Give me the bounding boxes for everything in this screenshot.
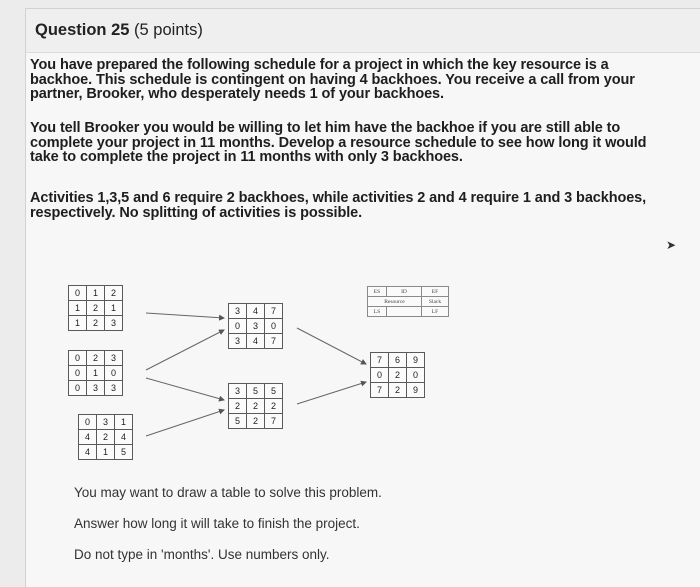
node-cell: 7 [371,353,389,368]
instruction-2: Answer how long it will take to finish the project. [74,516,360,531]
node-cell: 7 [265,414,283,429]
legend-slack: Slack [422,297,449,307]
node-cell: 3 [105,381,123,396]
node-cell: 0 [79,415,97,430]
node-cell: 0 [265,319,283,334]
instruction-1: You may want to draw a table to solve this problem. [74,485,382,500]
instruction-3: Do not type in 'months'. Use numbers only. [74,547,330,562]
problem-paragraph-3: Activities 1,3,5 and 6 require 2 backhoes, while activities 2 and 4 require 1 and 3 backhoes, respectively. No splitting of activities is possible. [30,190,647,221]
activity-node-1 [68,285,123,331]
node-cell: 3 [97,415,115,430]
node-cell: 2 [247,414,265,429]
node-cell: 3 [229,334,247,349]
node-cell: 0 [407,368,425,383]
node-cell: 1 [87,286,105,301]
node-cell: 3 [105,316,123,331]
node-cell: 2 [87,301,105,316]
node-cell: 2 [105,286,123,301]
node-legend [367,286,449,317]
node-cell: 6 [389,353,407,368]
node-cell: 7 [371,383,389,398]
node-cell: 2 [87,351,105,366]
legend-es: ES [368,287,387,297]
node-cell: 7 [265,334,283,349]
node-cell: 4 [247,334,265,349]
activity-node-2 [68,350,123,396]
problem-paragraph-1: You have prepared the following schedule for a project in which the key resource is a backhoe. This schedule is contingent on having 4 backhoes. You receive a call from your partner, Brooker, who desperately needs 1 of your backhoes. [30,57,635,102]
node-cell: 4 [115,430,133,445]
node-cell: 3 [247,319,265,334]
legend-resource: Resource [368,297,422,307]
node-cell: 0 [69,351,87,366]
node-cell: 3 [87,381,105,396]
node-cell: 0 [371,368,389,383]
node-cell: 5 [115,445,133,460]
node-cell: 2 [389,368,407,383]
node-cell: 9 [407,353,425,368]
node-cell: 1 [69,316,87,331]
node-cell: 0 [105,366,123,381]
node-cell: 0 [69,366,87,381]
node-cell: 0 [69,381,87,396]
node-cell: 5 [229,414,247,429]
node-cell: 3 [105,351,123,366]
node-cell: 9 [407,383,425,398]
mouse-cursor-icon: ➤ [666,238,677,252]
node-cell: 2 [389,383,407,398]
node-cell: 0 [69,286,87,301]
node-cell: 2 [247,399,265,414]
node-cell: 2 [97,430,115,445]
node-cell: 5 [247,384,265,399]
node-cell: 1 [97,445,115,460]
node-cell: 2 [87,316,105,331]
node-cell: 5 [265,384,283,399]
question-header [26,9,700,53]
node-cell: 4 [247,304,265,319]
activity-node-3 [78,414,133,460]
node-cell: 3 [229,384,247,399]
legend-ef: EF [422,287,449,297]
node-cell: 2 [265,399,283,414]
node-cell: 0 [229,319,247,334]
node-cell: 1 [105,301,123,316]
legend-lf: LF [422,307,449,317]
legend-id: ID [387,287,422,297]
activity-node-4 [228,303,283,349]
node-cell: 3 [229,304,247,319]
node-cell: 1 [115,415,133,430]
node-cell: 1 [69,301,87,316]
legend-ls: LS [368,307,387,317]
node-cell: 4 [79,445,97,460]
problem-paragraph-2: You tell Brooker you would be willing to let him have the backhoe if you are still able to complete your project in 11 months. Develop a resource schedule to see how long it would take to complete the project in 11 months with only 3 backhoes. [30,120,647,165]
node-cell: 4 [79,430,97,445]
node-cell: 1 [87,366,105,381]
question-title: Question 25 (5 points) [35,21,203,39]
activity-node-6 [370,352,425,398]
node-cell: 7 [265,304,283,319]
node-cell: 2 [229,399,247,414]
activity-node-5 [228,383,283,429]
question-points: (5 points) [134,21,203,39]
